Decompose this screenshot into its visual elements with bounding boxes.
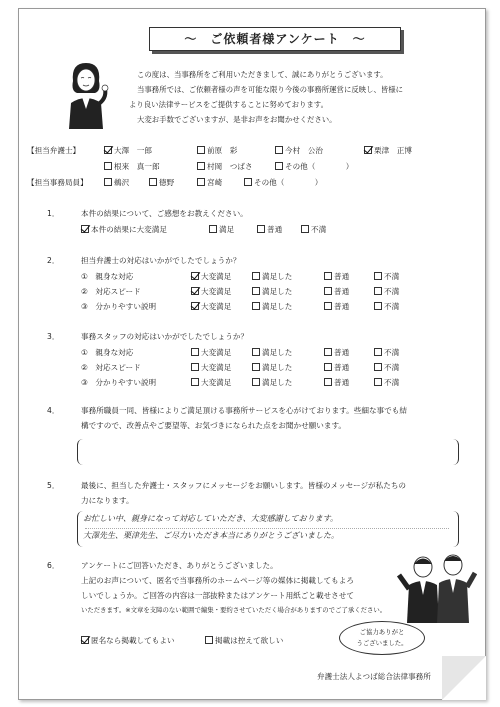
option-label: 不満: [384, 348, 400, 357]
rating-option[interactable]: [191, 271, 231, 282]
receptionist-illustration: [57, 59, 115, 129]
checkbox[interactable]: [252, 363, 260, 371]
checkbox[interactable]: [191, 348, 199, 356]
checkbox[interactable]: [324, 287, 332, 295]
option-label: 根來 真一郎: [114, 162, 160, 171]
option-label: 宮崎: [207, 178, 223, 187]
footer-firm-name: 弁護士法人よつば総合法律事務所: [317, 672, 431, 681]
rating-option[interactable]: [324, 301, 349, 312]
staff-option[interactable]: [104, 177, 129, 188]
option-label: 不満: [384, 302, 400, 311]
q1-option[interactable]: [301, 224, 326, 235]
lawyer-option[interactable]: [104, 161, 160, 172]
q6-line: いただきます。※文章を支障のない範囲で編集・要約させていただく場合がありますのでご了承ください。: [81, 606, 387, 614]
q3-number: 3．: [47, 332, 60, 341]
option-label: 満足した: [262, 302, 293, 311]
option-label: 今村 公治: [285, 146, 323, 155]
rating-option[interactable]: [324, 377, 349, 388]
option-label: 栗津 正博: [374, 146, 412, 155]
option-label: 普通: [334, 378, 350, 387]
q6-line: アンケートにご回答いただき、ありがとうございました。: [81, 561, 278, 570]
checkbox[interactable]: [364, 146, 372, 154]
option-label: 満足した: [262, 378, 293, 387]
staff-option[interactable]: [197, 177, 222, 188]
checkbox[interactable]: [252, 272, 260, 280]
q1-number: 1．: [47, 209, 60, 218]
rating-row-label: ③ 分かりやすい説明: [81, 378, 157, 387]
checkbox[interactable]: [81, 225, 89, 233]
q1-text: 本件の結果について、ご感想をお教えください。: [81, 209, 248, 218]
option-label: 匿名なら掲載してもよい: [91, 636, 175, 645]
q2-text: 担当弁護士の対応はいかがでしたでしょうか？: [81, 256, 241, 265]
checkbox[interactable]: [374, 348, 382, 356]
option-label: 村岡 つばさ: [207, 162, 253, 171]
handwritten-message-line1: お忙しい中、親身になって対応していただき、大変感謝しております。: [83, 514, 339, 523]
q6-option[interactable]: [205, 635, 283, 646]
rating-option[interactable]: [252, 271, 292, 282]
handwritten-message-line2: 大澤先生、栗津先生、ご尽力いただき本当にありがとうございました。: [83, 531, 339, 540]
divider: [85, 527, 449, 529]
q2-number: 2．: [47, 256, 60, 265]
staff-option[interactable]: [244, 177, 322, 188]
rating-option[interactable]: [374, 377, 399, 388]
option-label: 大澤 一郎: [114, 146, 152, 155]
option-label: 満足した: [262, 363, 293, 372]
checkbox[interactable]: [205, 636, 213, 644]
q5-text-line1: 最後に、担当した弁護士・スタッフにメッセージをお願いします。皆様のメッセージが私たちの: [81, 481, 407, 490]
bubble-line: ご協力ありがと: [359, 628, 405, 636]
checkbox[interactable]: [197, 178, 205, 186]
rating-option[interactable]: [324, 362, 349, 373]
rating-option[interactable]: [324, 271, 349, 282]
checkbox[interactable]: [197, 146, 205, 154]
checkbox[interactable]: [209, 225, 217, 233]
q6-line: 上記のお声について、匿名で当事務所のホームページ等の媒体に掲載してもよろ: [81, 576, 354, 585]
option-label: 掲載は控えて欲しい: [215, 636, 284, 645]
lawyer-label: 【担当弁護士】: [27, 146, 81, 155]
checkbox[interactable]: [104, 146, 112, 154]
rating-option[interactable]: [252, 377, 292, 388]
page-curl: [442, 656, 486, 700]
checkbox[interactable]: [191, 272, 199, 280]
intro-line: より良い法律サービスをご提供することに努めております。: [129, 100, 328, 109]
rating-option[interactable]: [374, 362, 399, 373]
option-label: 普通: [334, 302, 350, 311]
checkbox[interactable]: [324, 348, 332, 356]
checkbox[interactable]: [324, 363, 332, 371]
option-label: 前原 彩: [207, 146, 238, 155]
option-label: 不満: [384, 272, 400, 281]
q1-option[interactable]: [209, 224, 234, 235]
rating-option[interactable]: [324, 347, 349, 358]
option-label: 普通: [334, 272, 350, 281]
option-label: 大変満足: [201, 363, 232, 372]
rating-row-label: ② 対応スピード: [81, 287, 141, 296]
q6-number: 6．: [47, 561, 60, 570]
option-label: 鵜沢: [114, 178, 130, 187]
rating-option[interactable]: [374, 271, 399, 282]
option-label: 不満: [311, 225, 327, 234]
q1-option[interactable]: [257, 224, 282, 235]
checkbox[interactable]: [275, 146, 283, 154]
option-label: 大変満足: [201, 287, 232, 296]
option-label: 満足した: [262, 272, 293, 281]
intro-line: この度は、当事務所をご利用いただきまして、誠にありがとうございます。: [137, 70, 388, 79]
option-label: 不満: [384, 363, 400, 372]
checkbox[interactable]: [257, 225, 265, 233]
option-label: 満足した: [262, 287, 293, 296]
checkbox[interactable]: [275, 162, 283, 170]
checkbox[interactable]: [244, 178, 252, 186]
q4-text-line2: 構ですので、改善点やご要望等、お気づきになられた点をお聞かせ願います。: [81, 421, 347, 430]
option-label: 普通: [334, 363, 350, 372]
option-label: 不満: [384, 287, 400, 296]
checkbox[interactable]: [374, 378, 382, 386]
checkbox[interactable]: [252, 378, 260, 386]
rating-option[interactable]: [252, 347, 292, 358]
lawyer-option[interactable]: [275, 161, 353, 172]
option-label: 普通: [334, 287, 350, 296]
lawyers-illustration: [397, 549, 477, 623]
rating-option[interactable]: [191, 362, 231, 373]
option-label: 不満: [384, 378, 400, 387]
q5-text-line2: 力になります。: [81, 496, 134, 505]
option-label: その他（ ）: [285, 162, 354, 171]
checkbox[interactable]: [191, 287, 199, 295]
checkbox[interactable]: [374, 302, 382, 310]
rating-row-label: ① 親身な対応: [81, 348, 134, 357]
q4-text-line1: 事務所職員一同、皆様によりご満足頂ける事務所サービスを心がけております。些細な事でも結: [81, 406, 407, 415]
rating-option[interactable]: [191, 286, 231, 297]
q3-text: 事務スタッフの対応はいかがでしたでしょうか？: [81, 332, 249, 341]
rating-row-label: ① 親身な対応: [81, 272, 134, 281]
rating-option[interactable]: [374, 286, 399, 297]
q4-number: 4．: [47, 406, 60, 415]
checkbox[interactable]: [374, 287, 382, 295]
checkbox[interactable]: [252, 287, 260, 295]
option-label: 大変満足: [201, 272, 232, 281]
rating-option[interactable]: [191, 377, 231, 388]
lawyer-option[interactable]: [104, 145, 152, 156]
checkbox[interactable]: [191, 363, 199, 371]
option-label: 徳野: [159, 178, 175, 187]
page-title: ～ ご依頼者様アンケート ～: [149, 27, 401, 51]
bubble-line: うございました。: [356, 639, 408, 647]
checkbox[interactable]: [104, 178, 112, 186]
rating-option[interactable]: [252, 301, 292, 312]
lawyer-option[interactable]: [197, 145, 237, 156]
option-label: 大変満足: [201, 348, 232, 357]
q4-answer-field[interactable]: [77, 439, 459, 465]
staff-option[interactable]: [149, 177, 174, 188]
checkbox[interactable]: [324, 302, 332, 310]
checkbox[interactable]: [252, 348, 260, 356]
q6-option[interactable]: [81, 635, 175, 646]
option-label: 普通: [334, 348, 350, 357]
checkbox[interactable]: [191, 302, 199, 310]
lawyer-option[interactable]: [364, 145, 412, 156]
checkbox[interactable]: [197, 162, 205, 170]
option-label: 満足した: [262, 348, 293, 357]
intro-text: [129, 67, 479, 127]
checkbox[interactable]: [252, 302, 260, 310]
thanks-bubble: [339, 621, 425, 655]
lawyer-option[interactable]: [275, 145, 323, 156]
checkbox[interactable]: [104, 162, 112, 170]
checkbox[interactable]: [324, 378, 332, 386]
rating-row-label: ③ 分かりやすい説明: [81, 302, 157, 311]
rating-option[interactable]: [252, 362, 292, 373]
option-label: 本件の結果に大変満足: [91, 225, 167, 234]
option-label: 普通: [267, 225, 283, 234]
intro-line: 大変お手数でございますが、是非お声をお聞かせください。: [137, 115, 337, 124]
intro-line: 当事務所では、ご依頼者様の声を可能な限り今後の事務所運営に反映し、皆様に: [137, 85, 404, 94]
survey-sheet: [18, 8, 486, 700]
option-label: 満足: [219, 225, 235, 234]
rating-option[interactable]: [191, 301, 231, 312]
checkbox[interactable]: [374, 363, 382, 371]
checkbox[interactable]: [374, 272, 382, 280]
rating-row-label: ② 対応スピード: [81, 363, 141, 372]
rating-option[interactable]: [374, 347, 399, 358]
checkbox[interactable]: [301, 225, 309, 233]
option-label: 大変満足: [201, 302, 232, 311]
rating-option[interactable]: [252, 286, 292, 297]
lawyer-option[interactable]: [197, 161, 253, 172]
checkbox[interactable]: [191, 378, 199, 386]
staff-label: 【担当事務局員】: [27, 178, 88, 187]
q1-option[interactable]: [81, 224, 167, 235]
q5-number: 5．: [47, 481, 60, 490]
checkbox[interactable]: [149, 178, 157, 186]
checkbox[interactable]: [324, 272, 332, 280]
rating-option[interactable]: [191, 347, 231, 358]
option-label: その他（ ）: [254, 178, 323, 187]
rating-option[interactable]: [324, 286, 349, 297]
q6-line: しいでしょうか。ご回答の内容は一部抜粋またはアンケート用紙ごと載せさせて: [81, 591, 354, 600]
checkbox[interactable]: [81, 636, 89, 644]
option-label: 大変満足: [201, 378, 232, 387]
rating-option[interactable]: [374, 301, 399, 312]
